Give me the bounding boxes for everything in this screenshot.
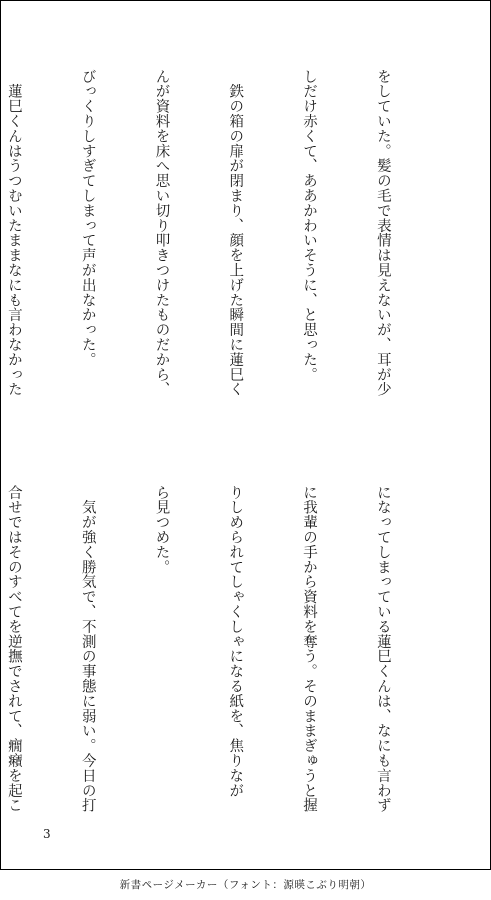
text-line: 鉄の箱の扉が閉まり、顔を上げた瞬間に蓮巳く bbox=[227, 69, 244, 397]
text-line: りしめられてしゃくしゃになる紙を、焦りなが bbox=[227, 485, 244, 798]
text-line: 合せではそのすべてを逆撫でされて、癇癪を起こ bbox=[5, 485, 22, 813]
footer-credit: 新書ページメーカー（フォント：源暎こぶり明朝） bbox=[119, 879, 372, 891]
text-line: 蓮巳くんはうつむいたままなにも言わなかった bbox=[5, 69, 22, 397]
text-line: んが資料を床へ思い切り叩きつけたものだから、 bbox=[153, 69, 170, 397]
lower-text-block bbox=[0, 485, 444, 873]
text-line: に我輩の手から資料を奪う。そのままぎゅうと握 bbox=[301, 485, 318, 813]
text-line: しだけ赤くて、ああかわいそうに、と思った。 bbox=[301, 69, 318, 382]
text-line: になってしまっている蓮巳くんは、なにも言わず bbox=[374, 485, 391, 813]
text-line: 気が強く勝気で、不測の事態に弱い。今日の打 bbox=[79, 485, 96, 813]
text-line: びっくりしすぎてしまって声が出なかった。 bbox=[79, 69, 96, 367]
page-number: 3 bbox=[43, 827, 51, 841]
text-line: ら見つめた。 bbox=[153, 485, 170, 575]
upper-text-block bbox=[0, 69, 444, 457]
text-line: をしていた。髪の毛で表情は見えないが、耳が少 bbox=[374, 69, 391, 397]
